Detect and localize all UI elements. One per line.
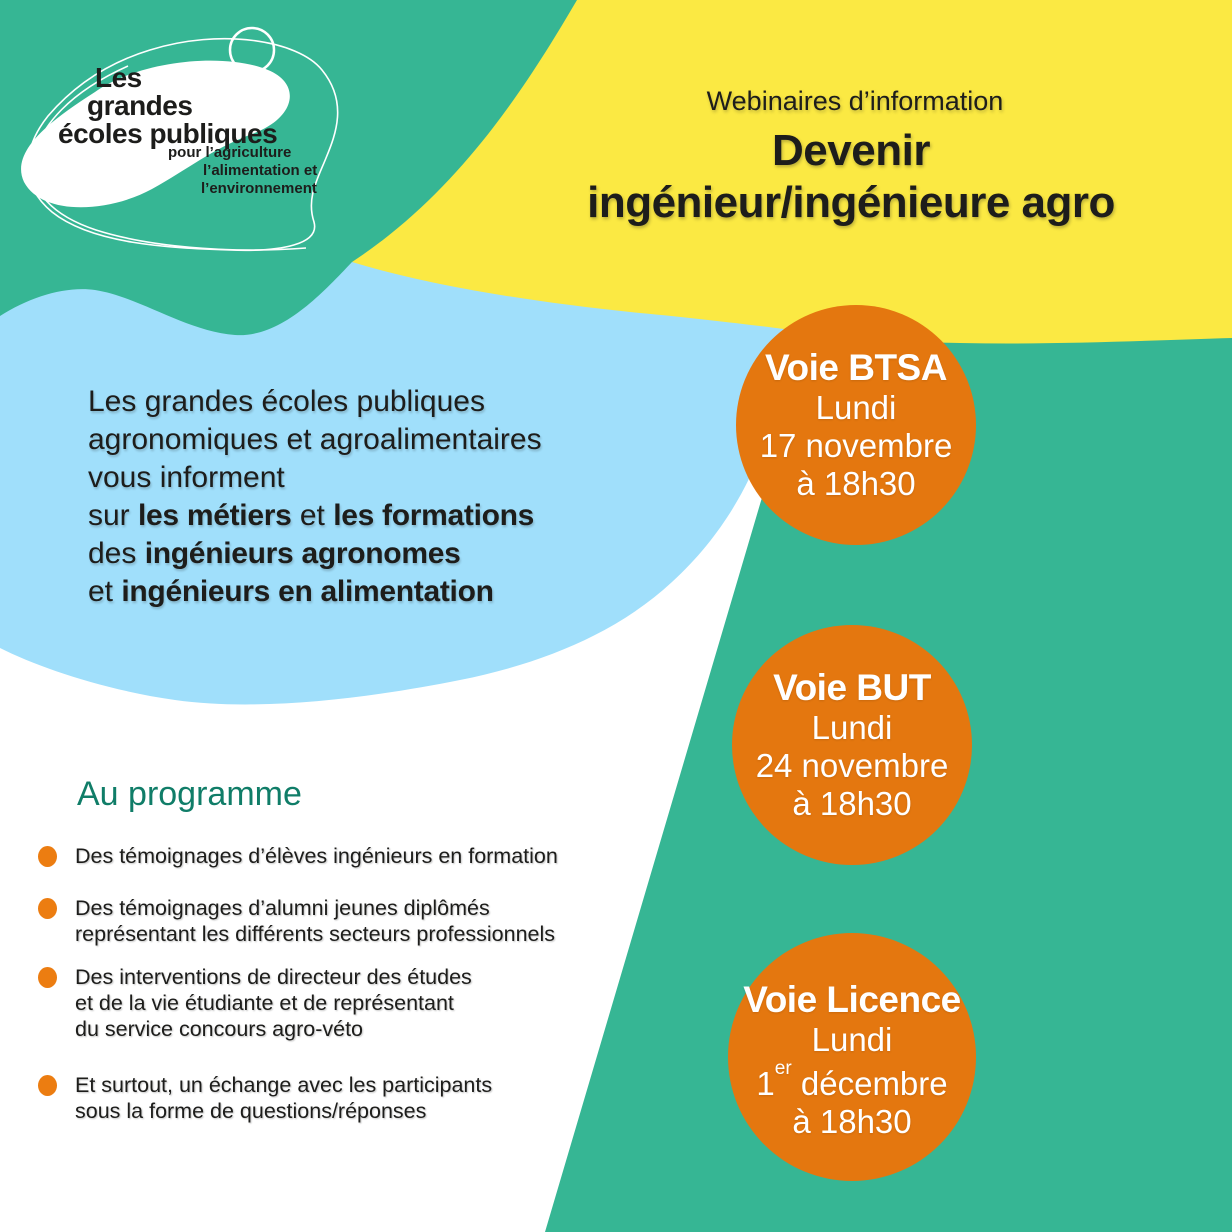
program-item-1: [38, 843, 638, 869]
session-but-time: à 18h30: [792, 785, 912, 822]
logo-subtitle-line-2: l’alimentation et: [203, 162, 318, 179]
program-item-4-line-2: sous la forme de questions/réponses: [75, 1099, 427, 1123]
program-heading: Au programme: [77, 775, 302, 813]
program-item-3-line-1: Des interventions de directeur des études: [75, 965, 472, 989]
session-licence-date: 1er décembre: [756, 1058, 948, 1102]
bullet-dot: [38, 967, 57, 988]
program-item-2: [38, 895, 638, 947]
program-item-2-line-1: Des témoignages d’alumni jeunes diplômés: [75, 896, 490, 920]
session-btsa-day: Lundi: [815, 389, 897, 426]
session-licence: [707, 979, 997, 1141]
intro-line-6: et ingénieurs en alimentation: [88, 575, 494, 608]
logo-title-line-2: grandes: [87, 90, 193, 121]
session-btsa-track: Voie BTSA: [765, 347, 947, 388]
intro-line-4: sur les métiers et les formations: [88, 499, 535, 532]
program-item-2-line-2: représentant les différents secteurs professionnels: [75, 922, 556, 946]
session-btsa-date: 17 novembre: [759, 427, 953, 464]
program-item-3-line-3: du service concours agro-véto: [75, 1017, 364, 1041]
intro-line-3: vous informent: [88, 461, 285, 494]
program-item-3: [38, 964, 638, 1042]
logo-title-line-3: écoles publiques: [58, 118, 278, 149]
bullet-dot: [38, 846, 57, 867]
session-licence-track: Voie Licence: [743, 979, 961, 1020]
session-btsa-time: à 18h30: [796, 465, 916, 502]
program-item-3-line-2: et de la vie étudiante et de représentant: [75, 991, 454, 1015]
logo-subtitle-line-1: pour l’agriculture: [168, 144, 292, 161]
bullet-dot: [38, 1075, 57, 1096]
session-but-day: Lundi: [811, 709, 893, 746]
bullet-dot: [38, 898, 57, 919]
logo-title-line-1: Les: [95, 62, 142, 93]
intro-line-2: agronomiques et agroalimentaires: [88, 423, 542, 456]
program-item-1-line-1: Des témoignages d’élèves ingénieurs en formation: [75, 844, 558, 868]
session-but-track: Voie BUT: [773, 667, 931, 708]
session-licence-day: Lundi: [811, 1021, 893, 1058]
session-licence-time: à 18h30: [792, 1103, 912, 1140]
session-but-date: 24 novembre: [755, 747, 949, 784]
intro-line-5: des ingénieurs agronomes: [88, 537, 461, 570]
webinar-kicker: Webinaires d’information: [706, 86, 1004, 116]
main-title-line2: ingénieur/ingénieure agro: [587, 178, 1115, 227]
logo-subtitle-line-3: l’environnement: [201, 180, 317, 197]
intro-line-1: Les grandes écoles publiques: [88, 385, 485, 418]
session-btsa: [711, 347, 1001, 503]
program-item-4-line-1: Et surtout, un échange avec les participants: [75, 1073, 493, 1097]
session-but: [707, 667, 997, 823]
main-title-line1: Devenir: [772, 126, 930, 175]
program-item-4: [38, 1072, 638, 1124]
intro-paragraph: [88, 383, 542, 611]
